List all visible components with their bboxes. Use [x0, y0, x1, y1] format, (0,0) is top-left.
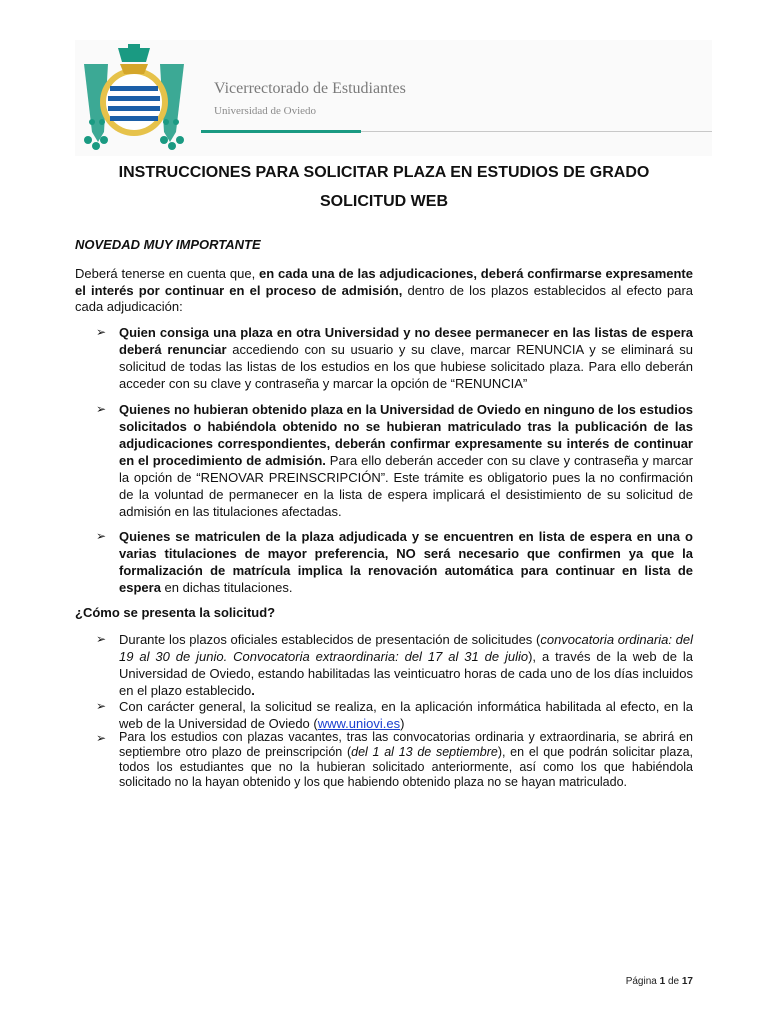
page-number: Página 1 de 17 [625, 976, 693, 987]
intro-paragraph: Deberá tenerse en cuenta que, en cada una de las adjudicaciones, deberá confirmarse expresamente el interés por continuar en el proceso de admisión, dentro de los plazos establecidos al efecto para cada adjudicación: [75, 266, 694, 314]
header-divider [361, 131, 712, 132]
bullet-arrow-icon: ➢ [96, 402, 107, 416]
bullet-arrow-icon: ➢ [96, 529, 107, 543]
page-title: INSTRUCCIONES PARA SOLICITAR PLAZA EN ESTUDIOS DE GRADO [118, 164, 650, 181]
org-name: Vicerrectorado de Estudiantes [214, 80, 406, 97]
bullet-arrow-icon: ➢ [96, 632, 107, 646]
section-heading-como: ¿Cómo se presenta la solicitud? [75, 605, 276, 620]
bullet-arrow-icon: ➢ [96, 699, 107, 713]
university-crest-icon [78, 42, 190, 154]
list-item: Durante los plazos oficiales establecidos de presentación de solicitudes (convocatoria ordinaria: del 19 al 30 de junio. Convocatoria extraordinaria: del 17 al 31 de julio), a través de la web de la Universidad de Oviedo, estando habilitadas las veinticuatro horas de cada uno de los días incluidos en el plazo establecido. [119, 632, 693, 698]
list-item: Con carácter general, la solicitud se realiza, en la aplicación informática habilitada al efecto, en la web de la Universidad de Oviedo (www.uniovi.es) [119, 699, 693, 731]
uniovi-link[interactable]: www.uniovi.es [317, 716, 401, 731]
list-item: Quienes se matriculen de la plaza adjudicada y se encuentren en lista de espera en una o varias titulaciones de mayor preferencia, NO será necesario que confirmen ya que la formalización de matrícula implica la renovación automática para continuar en lista de espera en dichas titulaciones. [119, 529, 693, 595]
bullet-arrow-icon: ➢ [96, 325, 107, 339]
list-item: Quien consiga una plaza en otra Universidad y no desee permanecer en las listas de espera deberá renunciar accediendo con su usuario y su clave, marcar RENUNCIA y se eliminará su solicitud de todas las listas de los estudios en los que hubiese solicitado plaza. Para ello deberán acceder con su clave y contraseña y marcar la opción de “RENUNCIA” [119, 325, 693, 391]
university-name: Universidad de Oviedo [214, 105, 317, 117]
page-subtitle: SOLICITUD WEB [320, 193, 448, 210]
section-heading-novedad: NOVEDAD MUY IMPORTANTE [75, 237, 261, 252]
list-item: Para los estudios con plazas vacantes, tras las convocatorias ordinaria y extraordinaria, se abrirá en septiembre otro plazo de preinscripción (del 1 al 13 de septiembre), en el que podrán solicitar plaza, todos los estudiantes que no la hubieran solicitado anteriormente, así como los que habiéndola solicitado no la hayan obtenido y los que habiendo obtenido plaza no se hayan matriculado. [119, 730, 693, 789]
bullet-arrow-icon: ➢ [96, 731, 107, 745]
list-item: Quienes no hubieran obtenido plaza en la Universidad de Oviedo en ninguno de los estudios solicitados o habiéndola obtenido no se hubieran matriculado tras la publicación de las adjudicaciones correspondientes, deberán confirmar expresamente su interés de continuar en el procedimiento de admisión. Para ello deberán acceder con su clave y contraseña y marcar la opción de “RENOVAR PREINSCRIPCIÓN”. Este trámite es obligatorio pues la no confirmación de la voluntad de permanecer en la lista de espera implicará el desistimiento de su solicitud de admisión en las titulaciones afectadas. [119, 402, 693, 519]
header-accent-line [201, 130, 361, 133]
